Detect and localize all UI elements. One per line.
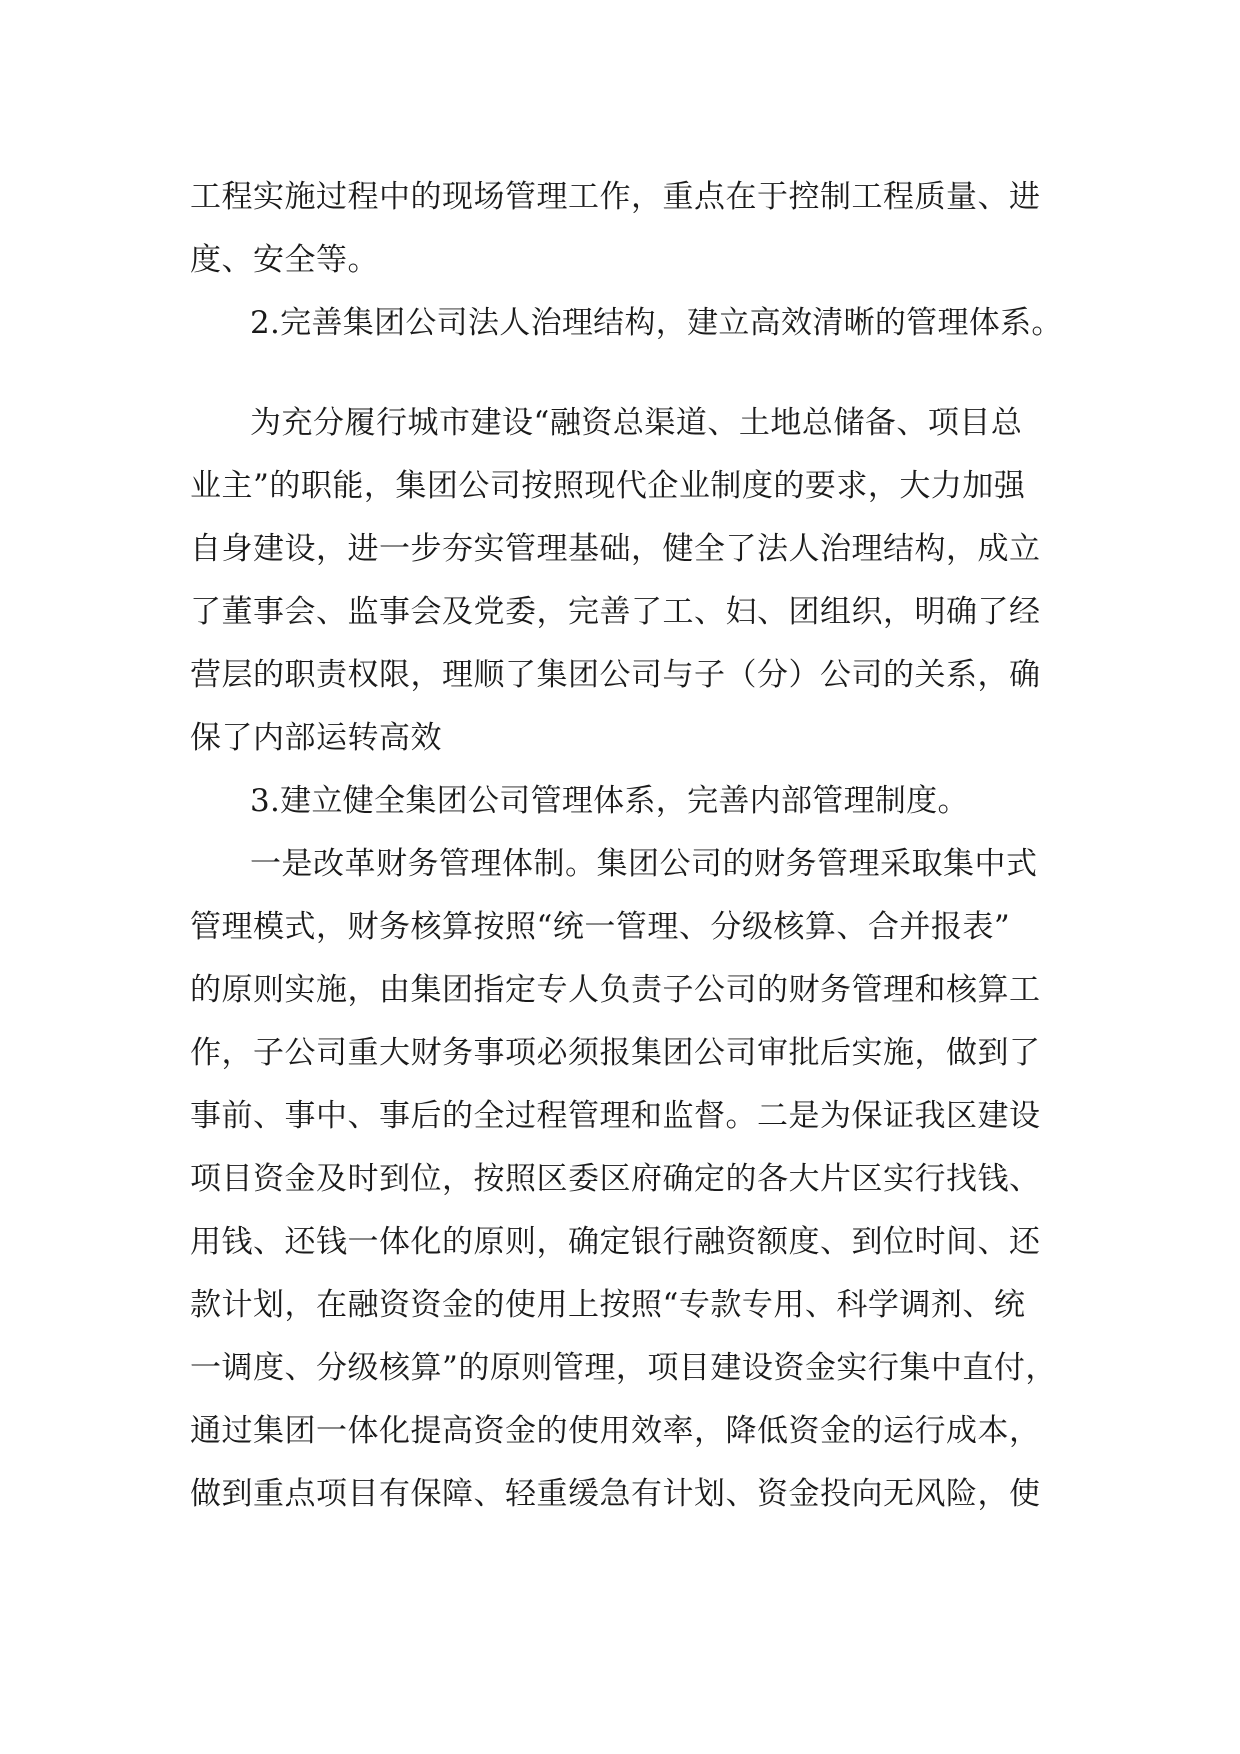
text-line: 营层的职责权限，理顺了集团公司与子（分）公司的关系，确 (190, 657, 1041, 693)
section-heading: 3.建立健全集团公司管理体系，完善内部管理制度。 (250, 783, 969, 819)
text-line: 一是改革财务管理体制。集团公司的财务管理采取集中式 (250, 846, 1038, 882)
text-line: 作，子公司重大财务事项必须报集团公司审批后实施，做到了 (190, 1035, 1041, 1071)
text-line: 度、安全等。 (190, 242, 379, 278)
text-line: 管理模式，财务核算按照“统一管理、分级核算、合并报表” (190, 909, 1011, 945)
text-line: 通过集团一体化提高资金的使用效率，降低资金的运行成本， (190, 1413, 1041, 1449)
text-line: 为充分履行城市建设“融资总渠道、土地总储备、项目总 (250, 405, 1023, 441)
text-line: 一调度、分级核算”的原则管理，项目建设资金实行集中直付， (190, 1350, 1057, 1386)
text-line: 工程实施过程中的现场管理工作，重点在于控制工程质量、进 (190, 179, 1041, 215)
text-line: 事前、事中、事后的全过程管理和监督。二是为保证我区建设 (190, 1098, 1041, 1134)
text-line: 用钱、还钱一体化的原则，确定银行融资额度、到位时间、还 (190, 1224, 1041, 1260)
text-line: 业主”的职能，集团公司按照现代企业制度的要求，大力加强 (190, 468, 1026, 504)
text-line: 自身建设，进一步夯实管理基础，健全了法人治理结构，成立 (190, 531, 1041, 567)
text-line: 款计划，在融资资金的使用上按照“专款专用、科学调剂、统 (190, 1287, 1026, 1323)
text-line: 的原则实施，由集团指定专人负责子公司的财务管理和核算工 (190, 972, 1041, 1008)
text-line: 项目资金及时到位，按照区委区府确定的各大片区实行找钱、 (190, 1161, 1041, 1197)
text-line: 保了内部运转高效 (190, 720, 442, 756)
text-line: 做到重点项目有保障、轻重缓急有计划、资金投向无风险，使 (190, 1476, 1041, 1512)
section-heading: 2.完善集团公司法人治理结构，建立高效清晰的管理体系。 (250, 305, 1063, 341)
text-line: 了董事会、监事会及党委，完善了工、妇、团组织，明确了经 (190, 594, 1041, 630)
